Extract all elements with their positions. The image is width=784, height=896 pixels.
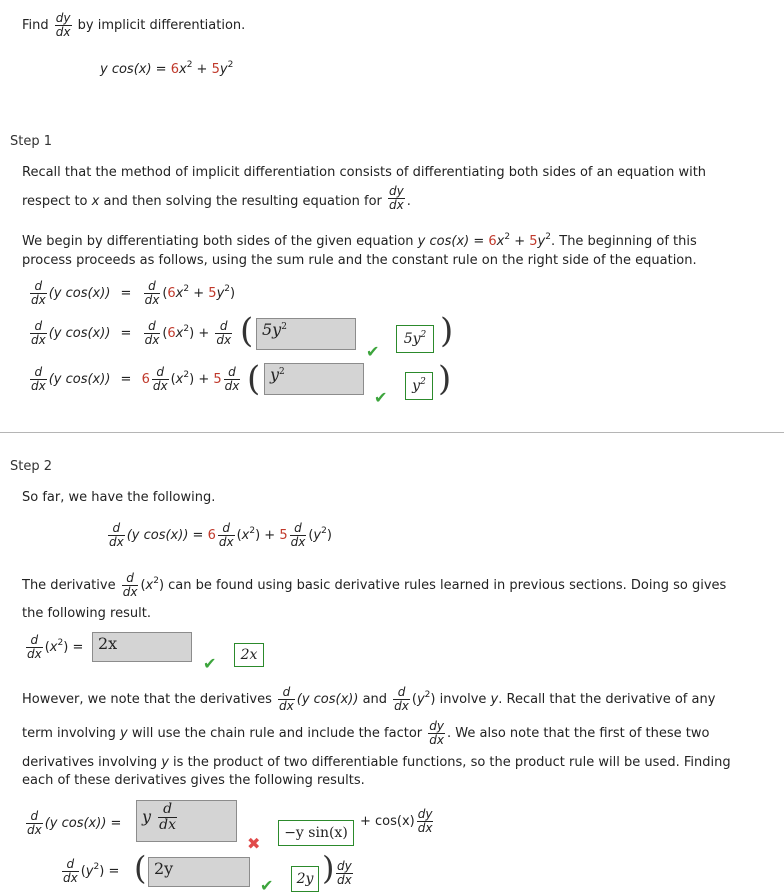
instruction-text: by implicit differentiation. [77,18,246,33]
step1-row3-answer-input[interactable]: $y^2$ [264,363,364,395]
problem-equation: y $\cos(x) = 6x^2 + 5y^2$ [100,60,234,77]
step2-title: Step 2 [10,459,53,474]
step2-term-line: term involving y will use the chain rule and include the factor $\frac{dy}{dx}$ . We also note that the first of these two [22,719,710,747]
step2-however-line: However, we note that the derivatives $\frac{d}{dx}$ (y cos(x)) and $\frac{d}{dx}$ $(y^2)$ involve y. Recall that the derivative of any [22,685,716,713]
step2-final2-answer-key: 2y [291,866,319,892]
step2-summary-equation: $\frac{d}{dx}$ (y cos(x)) = 6 $\frac{d}{dx}$ $(x^2) + 5$ $\frac{d}{dx}$ $(y^2)$ [109,521,332,549]
close-paren: ) [322,849,335,887]
step1-begin-line2: process proceeds as follows, using the sum rule and the constant rule on the right side of the equation. [22,253,697,268]
step1-recall-line1: Recall that the method of implicit differentiation consists of differentiating both sides of an equation with [22,165,707,180]
cross-icon: ✖ [247,834,261,853]
open-paren: ( [247,359,261,399]
find-word: Find [22,18,49,33]
step1-row1: $\frac{d}{dx}$ (y cos(x)) = $\frac{d}{dx}$ $(6x^2 + 5y^2)$ [31,279,236,307]
step2-so-far: So far, we have the following. [22,490,216,505]
step2-final2-answer-input[interactable]: 2y [148,857,250,887]
close-paren: ) [440,311,454,351]
step1-recall-line2: respect to x and then solving the resulting equation for $\frac{dy}{dx}$ . [22,184,411,212]
step2-derivative-line2: the following result. [22,606,151,621]
step2-product-line2: each of these derivatives gives the following results. [22,773,365,788]
step-divider [0,432,784,433]
problem-statement [22,12,245,39]
step2-result-answer-key: 2x [234,643,264,667]
step2-result-equation: $\frac{d}{dx}$ $(x^2)$ = [27,633,84,661]
step2-final1-equation: $\frac{d}{dx}$ (y cos(x)) = [27,809,122,837]
check-icon: ✔ [203,654,217,673]
step2-final1-answer-key: −y sin(x) [278,820,354,846]
step2-derivative-line1: The derivative $\frac{d}{dx}$ $(x^2)$ can be found using basic derivative rules learned in previous sections. Doing so gives [22,571,727,599]
dy-dx-fraction: $\frac{dy}{dx}$ [55,11,71,39]
step1-row2-answer-key: $5y^2$ [396,325,434,353]
check-icon: ✔ [260,876,274,895]
step1-row3-answer-key: $y^2$ [405,372,433,400]
step2-final2-factor: $\frac{dy}{dx}$ [337,859,352,887]
step1-row2-answer-input[interactable]: $5y^2$ [256,318,356,350]
step1-row2: $\frac{d}{dx}$ (y cos(x)) = $\frac{d}{dx}$ $(6x^2)$ + $\frac{d}{dx}$ [31,319,232,347]
check-icon: ✔ [366,342,380,361]
step2-final2-equation: $\frac{d}{dx}$ $(y^2)$ = [63,857,120,885]
close-paren: ) [438,359,452,399]
step2-result-answer-input[interactable]: 2x [92,632,192,662]
check-icon: ✔ [374,388,388,407]
step2-final1-answer-input[interactable]: y $\frac{d}{dx}$ [136,800,237,842]
open-paren: ( [134,849,147,887]
step1-row3: $\frac{d}{dx}$ (y cos(x)) = 6 $\frac{d}{dx}$ $(x^2) + 5$ $\frac{d}{dx}$ [31,365,240,393]
step1-title: Step 1 [10,134,53,149]
step1-begin-line1: We begin by differentiating both sides of the given equation y $\cos(x) = 6x^2 + 5y^2$. The beginning of this [22,232,697,249]
step2-product-line1: derivatives involving y is the product of two differentiable functions, so the product rule will be used. Finding [22,755,731,770]
open-paren: ( [240,311,254,351]
step2-final1-tail: + cos(x) $\frac{dy}{dx}$ [360,807,433,835]
